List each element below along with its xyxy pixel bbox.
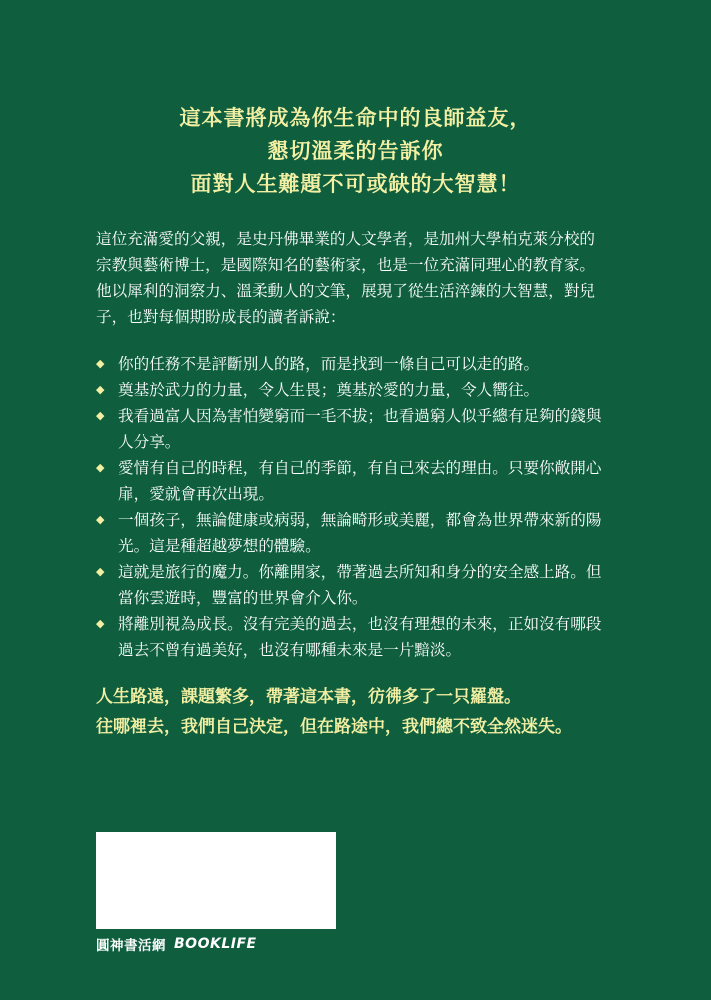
quote-line: 愛情有自己的時程，有自己的季節，有自己來去的理由。只要你敞開心	[118, 459, 602, 477]
quote-item	[96, 377, 636, 403]
diamond-bullet-icon: ◆	[96, 565, 105, 578]
headline-line: 面對人生難題不可或缺的大智慧！	[190, 172, 521, 196]
quote-item	[96, 611, 636, 663]
closing-statement	[96, 682, 656, 742]
diamond-bullet-icon: ◆	[96, 617, 105, 630]
quote-list	[96, 351, 636, 663]
quote-line: 這就是旅行的魔力。你離開家，帶著過去所知和身分的安全感上路。但	[118, 563, 602, 581]
quote-line: 光。這是種超越夢想的體驗。	[118, 537, 321, 555]
headline	[0, 102, 711, 201]
quote-line: 當你雲遊時，豐富的世界會介入你。	[118, 589, 368, 607]
publisher-name-cn: 圓神書活網	[96, 938, 166, 954]
closing-line: 人生路遠，課題繁多，帶著這本書，彷彿多了一只羅盤。	[96, 687, 521, 707]
quote-line: 扉，愛就會再次出現。	[118, 485, 274, 503]
headline-line: 這本書將成為你生命中的良師益友，	[179, 106, 532, 130]
quote-line: 我看過富人因為害怕變窮而一毛不拔；也看過窮人似乎總有足夠的錢與	[118, 407, 602, 425]
intro-paragraph	[96, 226, 620, 330]
diamond-bullet-icon: ◆	[96, 461, 105, 474]
headline-line: 懇切溫柔的告訴你	[267, 139, 444, 163]
barcode-area	[96, 832, 336, 929]
diamond-bullet-icon: ◆	[96, 513, 105, 526]
publisher-logo	[96, 934, 257, 954]
quote-line: 一個孩子，無論健康或病弱，無論畸形或美麗，都會為世界帶來新的陽	[118, 511, 602, 529]
intro-line: 這位充滿愛的父親，是史丹佛畢業的人文學者，是加州大學柏克萊分校的	[96, 230, 596, 248]
quote-item	[96, 507, 636, 559]
intro-line: 宗教與藝術博士，是國際知名的藝術家，也是一位充滿同理心的教育家。	[96, 256, 596, 274]
quote-item	[96, 351, 636, 377]
quote-item	[96, 455, 636, 507]
quote-item	[96, 559, 636, 611]
quote-item	[96, 403, 636, 455]
quote-line: 將離別視為成長。沒有完美的過去，也沒有理想的未來，正如沒有哪段	[118, 615, 602, 633]
diamond-bullet-icon: ◆	[96, 357, 105, 370]
diamond-bullet-icon: ◆	[96, 409, 105, 422]
publisher-name-en: BOOKLIFE	[174, 936, 257, 952]
quote-line: 你的任務不是評斷別人的路，而是找到一條自己可以走的路。	[118, 355, 540, 373]
intro-line: 子，也對每個期盼成長的讀者訴說：	[96, 308, 346, 326]
quote-line: 奠基於武力的力量，令人生畏；奠基於愛的力量，令人嚮往。	[118, 381, 540, 399]
diamond-bullet-icon: ◆	[96, 383, 105, 396]
quote-line: 過去不曾有過美好，也沒有哪種未來是一片黯淡。	[118, 641, 462, 659]
closing-line: 往哪裡去，我們自己決定，但在路途中，我們總不致全然迷失。	[96, 717, 572, 737]
quote-line: 人分享。	[118, 433, 181, 451]
intro-line: 他以犀利的洞察力、溫柔動人的文筆，展現了從生活淬鍊的大智慧，對兒	[96, 282, 596, 300]
